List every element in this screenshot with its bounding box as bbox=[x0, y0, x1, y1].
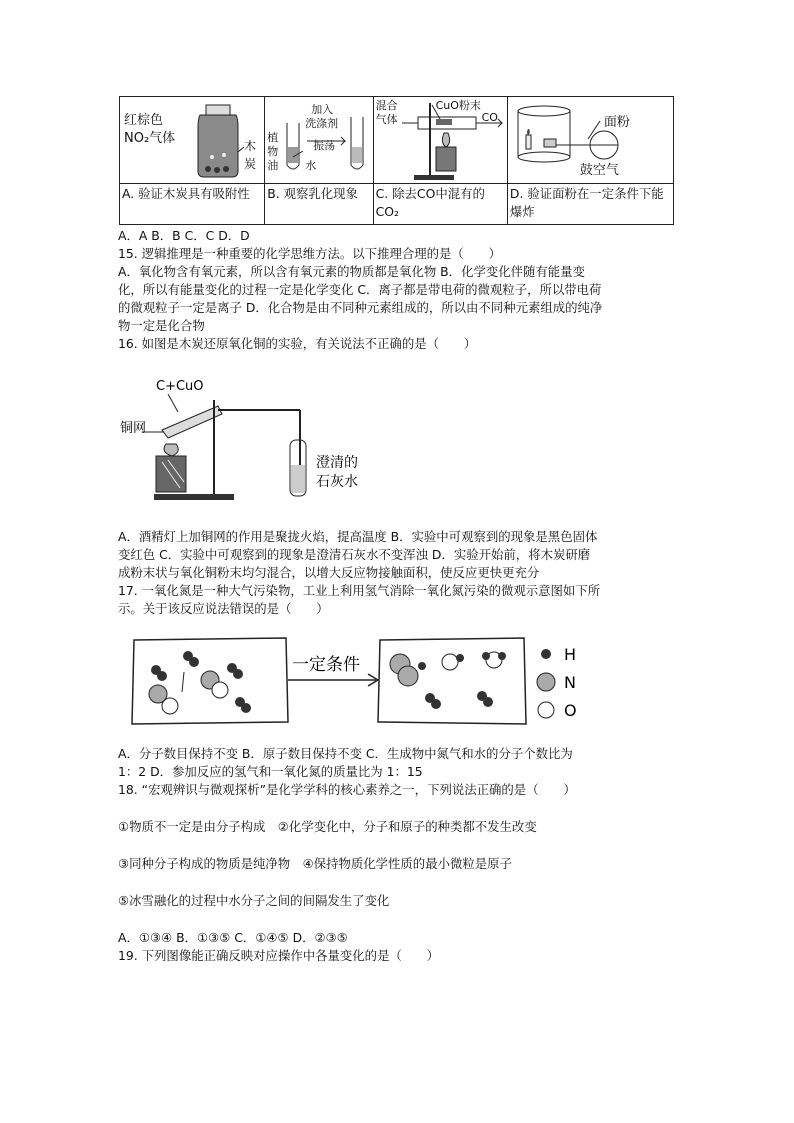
label-water: 水 bbox=[305, 159, 317, 172]
label-cuo-powder: CuO粉末 bbox=[435, 99, 481, 112]
label-no2-gas: NO₂气体 bbox=[124, 131, 176, 146]
label-blow-air: 鼓空气 bbox=[579, 163, 619, 178]
label-oil-2: 物 bbox=[267, 145, 279, 158]
label-charcoal-1: 木 bbox=[244, 139, 257, 153]
flour-explosion-can-icon bbox=[508, 97, 674, 183]
q17-stem-line-2: 示。关于该反应说法错误的是（ ） bbox=[118, 601, 329, 616]
legend-h-swatch bbox=[541, 649, 551, 659]
q14-options: A．A B．B C．C D．D bbox=[118, 228, 250, 243]
label-detergent: 洗涤剂 bbox=[305, 117, 339, 130]
label-charcoal-2: 炭 bbox=[244, 157, 257, 171]
q14-caption-c: C. 除去CO中混有的CO₂ bbox=[373, 184, 507, 225]
label-flour: 面粉 bbox=[603, 115, 630, 130]
q14-figure-table bbox=[119, 96, 674, 225]
product-molecules bbox=[390, 652, 506, 709]
test-tube-icon bbox=[265, 97, 373, 183]
atom-legend bbox=[537, 645, 577, 720]
q15-line-1: A．氧化物含有氧元素，所以含有氧元素的物质都是氧化物 B．化学变化伴随有能量变 bbox=[118, 264, 585, 279]
no-removal-micro-diagram bbox=[128, 630, 598, 730]
q15-line-3: 的微观粒子一定是离子 D．化合物是由不同种元素组成的，所以由不同种元素组成的纯净 bbox=[118, 300, 603, 315]
label-co: CO bbox=[481, 111, 498, 124]
q14-caption-a: A. 验证木炭具有吸附性 bbox=[120, 184, 265, 225]
q14-cell-c-figure bbox=[373, 97, 507, 184]
legend-n-label: N bbox=[564, 673, 576, 692]
legend-h-label: H bbox=[564, 645, 577, 664]
legend-o-label: O bbox=[564, 701, 577, 720]
q14-caption-b: B. 观察乳化现象 bbox=[265, 184, 373, 225]
charcoal-reduction-apparatus-figure bbox=[118, 370, 378, 510]
fig-label-c-cuo: C+CuO bbox=[156, 379, 204, 394]
q17-stem-line-1: 17. 一氧化氮是一种大气污染物，工业上利用氢气消除一氧化氮污染的微观示意图如下所 bbox=[118, 583, 601, 598]
label-gas: 气体 bbox=[375, 113, 398, 126]
q15-line-4: 物一定是化合物 bbox=[118, 318, 205, 333]
label-oil-3: 油 bbox=[267, 159, 279, 172]
q14-cell-d-figure bbox=[507, 97, 673, 184]
q17-options-line-1: A．分子数目保持不变 B．原子数目保持不变 C．生成物中氮气和水的分子个数比为 bbox=[118, 746, 573, 761]
q14-cell-a-figure bbox=[120, 97, 265, 184]
q14-cell-b-figure bbox=[265, 97, 373, 184]
q18-statement-2: ③同种分子构成的物质是纯净物 ④保持物质化学性质的最小微粒是原子 bbox=[118, 856, 512, 871]
tube-furnace-icon bbox=[374, 97, 508, 183]
q15-line-2: 化，所以有能量变化的过程一定是化学变化 C．离子都是带电荷的微观粒子，所以带电荷 bbox=[118, 282, 602, 297]
q16-options-line-3: 成粉末状与氧化铜粉末均匀混合，以增大反应物接触面积，使反应更快更充分 bbox=[118, 565, 540, 580]
fig-label-limewater-1: 澄清的 bbox=[316, 455, 358, 471]
label-red-brown: 红棕色 bbox=[124, 113, 164, 128]
label-shake: 振荡 bbox=[313, 139, 336, 152]
q18-statement-3: ⑤冰雪融化的过程中水分子之间的间隔发生了变化 bbox=[118, 893, 390, 908]
q14-caption-d: D. 验证面粉在一定条件下能爆炸 bbox=[507, 184, 673, 225]
q15-stem: 15. 逻辑推理是一种重要的化学思维方法。以下推理合理的是（ ） bbox=[118, 246, 501, 261]
reactant-molecules bbox=[149, 651, 251, 714]
label-oil-1: 植 bbox=[267, 131, 279, 144]
legend-n-swatch bbox=[537, 673, 555, 691]
q17-options-line-2: 1：2 D．参加反应的氢气和一氧化氮的质量比为 1：15 bbox=[118, 764, 423, 779]
q16-stem: 16. 如图是木炭还原氧化铜的实验，有关说法不正确的是（ ） bbox=[118, 336, 477, 351]
q18-stem: 18. “宏观辨识与微观探析”是化学学科的核心素养之一，下列说法正确的是（ ） bbox=[118, 782, 576, 797]
label-add: 加入 bbox=[311, 103, 334, 116]
arrow-label-condition: 一定条件 bbox=[292, 655, 360, 675]
legend-o-swatch bbox=[538, 702, 554, 718]
q16-options-line-1: A．酒精灯上加铜网的作用是聚拢火焰，提高温度 B．实验中可观察到的现象是黑色固体 bbox=[118, 529, 598, 544]
q18-statement-1: ①物质不一定是由分子构成 ②化学变化中，分子和原子的种类都不发生改变 bbox=[118, 819, 537, 834]
gas-jar-icon bbox=[120, 97, 265, 183]
q18-options: A．①③④ B．①③⑤ C．①④⑤ D．②③⑤ bbox=[118, 930, 348, 945]
label-mixed: 混合 bbox=[375, 99, 398, 112]
q16-options-line-2: 变红色 C．实验中可观察到的现象是澄清石灰水不变浑浊 D．实验开始前，将木炭研磨 bbox=[118, 547, 591, 562]
fig-label-copper-mesh: 铜网 bbox=[120, 421, 147, 436]
q19-stem: 19. 下列图像能正确反映对应操作中各量变化的是（ ） bbox=[118, 948, 440, 963]
fig-label-limewater-2: 石灰水 bbox=[316, 474, 358, 490]
